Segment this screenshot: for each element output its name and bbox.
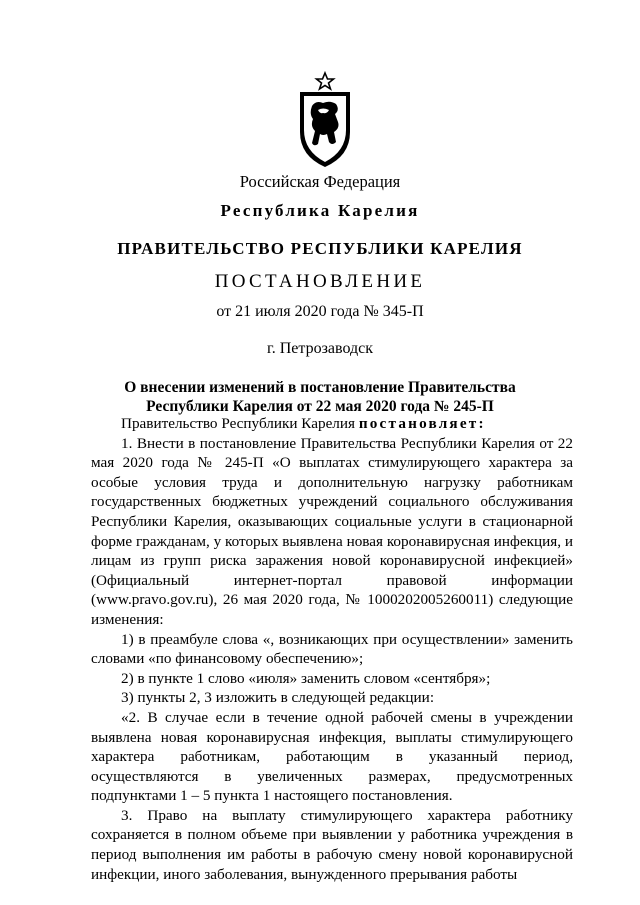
republic-name: Республика Карелия bbox=[220, 201, 420, 220]
coat-of-arms-emblem bbox=[296, 70, 354, 170]
title-line-1: О внесении изменений в постановление Правительства bbox=[124, 379, 516, 396]
document-body bbox=[91, 414, 573, 884]
paragraph: 3. Право на выплату стимулирующего характера работнику сохраняется в полном объеме при выявлении у работника учреждения в период выполнения им работы в рабочую смену новой коронавирусной инфекции, иного заболевания, вынужденного прерывания работы bbox=[91, 806, 573, 883]
document-type: ПОСТАНОВЛЕНИЕ bbox=[214, 271, 426, 292]
intro-emphasis: постановляет: bbox=[358, 415, 486, 432]
intro-paragraph bbox=[91, 414, 573, 434]
paragraph: 2) в пункте 1 слово «июля» заменить словом «сентября»; bbox=[121, 669, 491, 687]
paragraph: «2. В случае если в течение одной рабочей смены в учреждении выявлена новая коронавирусная инфекция, выплаты стимулирующего характера работникам, работающим в указанный период, осуществляются в увеличенных размерах, предусмотренных подпунктами 1 – 5 пункта 1 настоящего постановления. bbox=[91, 708, 573, 805]
paragraph: 1. Внести в постановление Правительства Республики Карелия от 22 мая 2020 года № 245-П «О выплатах стимулирующего характера за особые условия труда и дополнительную нагрузку работникам государственных бюджетных учреждений социального обслуживания Республики Карелия, оказывающих социальные услуги в стационарной форме гражданам, у которых выявлена новая коронавирусная инфекция, и лицам из групп риска заражения новой коронавирусной инфекцией» (Официальный интернет-портал правовой информации (www.pravo.gov.ru), 26 мая 2020 года, № 1000202005260011) следующие изменения: bbox=[91, 434, 573, 628]
title-line-2: Республики Карелия от 22 мая 2020 года № 245-П bbox=[146, 398, 494, 415]
document-title bbox=[0, 378, 640, 416]
city: г. Петрозаводск bbox=[266, 340, 374, 357]
paragraph: 3) пункты 2, 3 изложить в следующей редакции: bbox=[121, 689, 435, 707]
intro-text: Правительство Республики Карелия bbox=[121, 415, 359, 432]
country-name: Российская Федерация bbox=[239, 172, 401, 191]
date-and-number: от 21 июля 2020 года № 345-П bbox=[216, 303, 424, 320]
government-name: ПРАВИТЕЛЬСТВО РЕСПУБЛИКИ КАРЕЛИЯ bbox=[117, 239, 523, 258]
paragraph: 1) в преамбуле слова «, возникающих при осуществлении» заменить словами «по финансовому обеспечению»; bbox=[91, 630, 573, 668]
